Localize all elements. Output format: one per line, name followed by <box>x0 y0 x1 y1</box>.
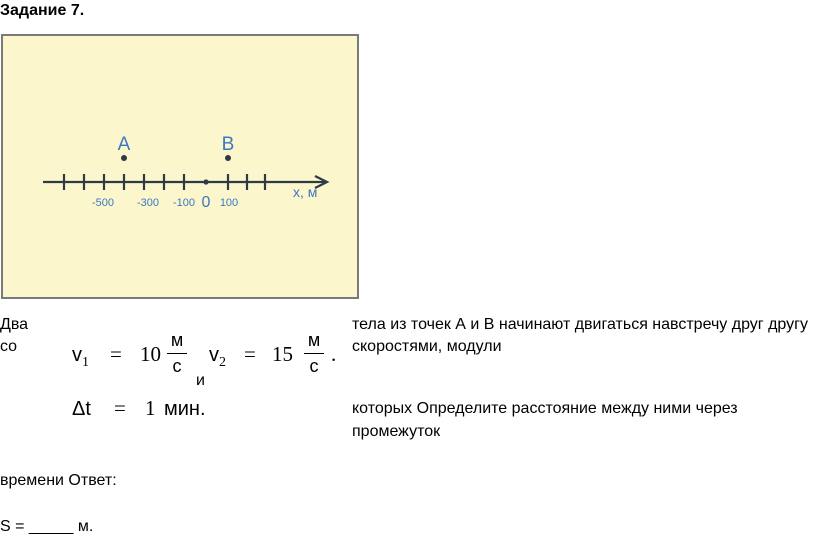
text-line1-left: Два <box>0 316 29 333</box>
v2-value: 15 <box>272 342 293 366</box>
axis-label: x, м <box>293 184 318 200</box>
tick-label: -100 <box>172 197 196 209</box>
answer-blank: S = _____ м. <box>0 518 94 535</box>
dt-equals: = <box>114 396 126 420</box>
v2-symbol: $v_2$ <box>209 344 226 370</box>
answer-line: времени Ответ: <box>0 472 117 489</box>
tick-label-zero: 0 <box>201 194 211 211</box>
point-a-dot <box>121 155 127 161</box>
text-line2-right: скоростями, модули <box>352 338 502 355</box>
tick-label: -300 <box>136 197 160 209</box>
text-line3-right-b: промежуток <box>352 423 441 440</box>
text-line3-right-a: которых Определите расстояние между ними через <box>352 400 738 417</box>
tick-label: -500 <box>91 197 115 209</box>
point-b-dot <box>225 155 231 161</box>
text-line2-left: со <box>0 338 18 355</box>
tick-label: 100 <box>219 197 239 209</box>
v1-unit-fraction: м с <box>167 330 187 377</box>
number-line-figure <box>1 34 359 299</box>
number-line-svg <box>3 36 361 301</box>
point-a-label: A <box>117 134 131 155</box>
formula-period: . <box>331 342 337 366</box>
v1-equals: = <box>110 342 122 366</box>
dt-symbol: Δt <box>72 398 91 420</box>
conjunction: и <box>196 372 205 389</box>
dt-unit: мин. <box>164 398 206 420</box>
v1-value: 10 <box>140 342 161 366</box>
point-b-label: B <box>221 134 235 155</box>
task-title: Задание 7. <box>0 2 85 19</box>
origin-dot <box>203 179 208 184</box>
v2-unit-fraction: м с <box>304 330 324 377</box>
dt-value: 1 <box>145 396 156 420</box>
text-line1-right: тела из точек А и В начинают двигаться навстречу друг другу <box>352 316 808 333</box>
v1-symbol: $v_1$ <box>72 344 89 370</box>
v2-equals: = <box>244 342 256 366</box>
